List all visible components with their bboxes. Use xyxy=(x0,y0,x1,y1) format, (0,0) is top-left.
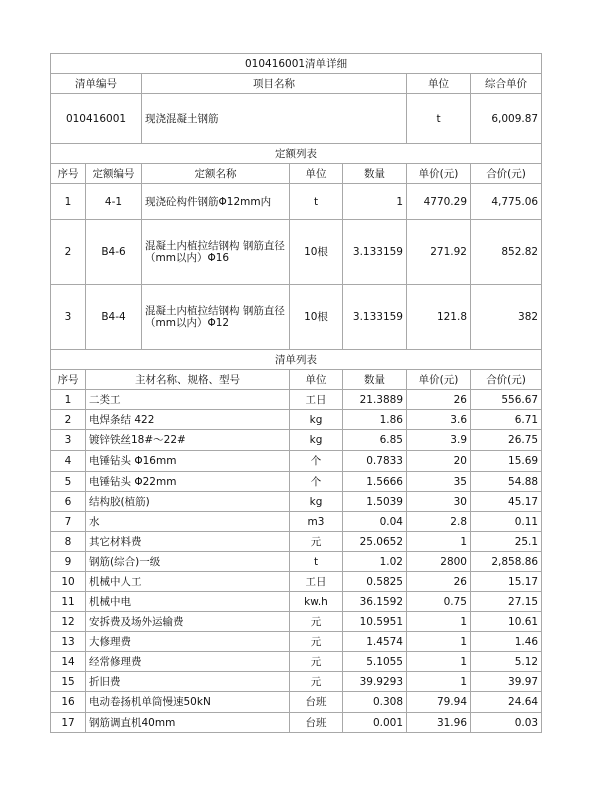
material-qty: 1.02 xyxy=(343,552,407,572)
material-unit: 个 xyxy=(290,472,343,492)
item-code: 010416001 xyxy=(51,94,142,144)
material-unit-price: 1 xyxy=(407,672,471,692)
material-name: 二类工 xyxy=(86,390,290,410)
material-row xyxy=(51,652,542,672)
material-seq: 11 xyxy=(51,592,86,612)
material-unit: t xyxy=(290,552,343,572)
material-qty: 1.86 xyxy=(343,410,407,430)
material-name: 钢筋调直机40mm xyxy=(86,713,290,733)
material-unit: kg xyxy=(290,430,343,451)
material-seq: 12 xyxy=(51,612,86,632)
quota-total: 382 xyxy=(471,285,542,350)
material-row xyxy=(51,672,542,692)
quota-seq: 3 xyxy=(51,285,86,350)
material-total: 39.97 xyxy=(471,672,542,692)
material-row xyxy=(51,451,542,472)
material-total: 26.75 xyxy=(471,430,542,451)
material-seq: 9 xyxy=(51,552,86,572)
material-unit-price: 1 xyxy=(407,612,471,632)
material-unit-price: 31.96 xyxy=(407,713,471,733)
material-unit: 工日 xyxy=(290,572,343,592)
material-qty: 25.0652 xyxy=(343,532,407,552)
materials-header-seq: 序号 xyxy=(51,370,86,390)
quota-header-row xyxy=(51,164,542,184)
material-qty: 10.5951 xyxy=(343,612,407,632)
quota-unit: t xyxy=(290,184,343,220)
table-title: 010416001清单详细 xyxy=(51,54,542,74)
material-qty: 39.9293 xyxy=(343,672,407,692)
quota-unit: 10根 xyxy=(290,285,343,350)
material-unit: kg xyxy=(290,410,343,430)
material-row xyxy=(51,472,542,492)
material-row xyxy=(51,592,542,612)
material-unit: 元 xyxy=(290,532,343,552)
header-unit: 单位 xyxy=(407,74,471,94)
material-unit-price: 20 xyxy=(407,451,471,472)
quota-row xyxy=(51,285,542,350)
material-unit: 工日 xyxy=(290,390,343,410)
quota-header-seq: 序号 xyxy=(51,164,86,184)
material-unit: 元 xyxy=(290,672,343,692)
material-total: 15.17 xyxy=(471,572,542,592)
material-unit: 元 xyxy=(290,612,343,632)
quota-seq: 2 xyxy=(51,220,86,285)
item-unit: t xyxy=(407,94,471,144)
material-name: 机械中电 xyxy=(86,592,290,612)
material-seq: 4 xyxy=(51,451,86,472)
quota-header-total: 合价(元) xyxy=(471,164,542,184)
material-row xyxy=(51,632,542,652)
material-total: 6.71 xyxy=(471,410,542,430)
quota-row xyxy=(51,220,542,285)
material-qty: 21.3889 xyxy=(343,390,407,410)
quota-code: B4-6 xyxy=(86,220,142,285)
material-name: 其它材料费 xyxy=(86,532,290,552)
material-row xyxy=(51,692,542,713)
material-qty: 1.5666 xyxy=(343,472,407,492)
material-total: 2,858.86 xyxy=(471,552,542,572)
material-seq: 8 xyxy=(51,532,86,552)
material-unit-price: 1 xyxy=(407,632,471,652)
quota-name: 混凝土内植拉结钢构 钢筋直径（mm以内）Φ12 xyxy=(142,285,290,350)
material-seq: 1 xyxy=(51,390,86,410)
item-name: 现浇混凝土钢筋 xyxy=(142,94,407,144)
material-name: 水 xyxy=(86,512,290,532)
material-unit: kg xyxy=(290,492,343,512)
item-price: 6,009.87 xyxy=(471,94,542,144)
material-total: 0.03 xyxy=(471,713,542,733)
quota-unit-price: 121.8 xyxy=(407,285,471,350)
material-row xyxy=(51,612,542,632)
material-unit-price: 3.9 xyxy=(407,430,471,451)
material-row xyxy=(51,572,542,592)
material-row xyxy=(51,410,542,430)
quota-header-qty: 数量 xyxy=(343,164,407,184)
material-row xyxy=(51,492,542,512)
quota-name: 混凝土内植拉结钢构 钢筋直径（mm以内）Φ16 xyxy=(142,220,290,285)
material-seq: 17 xyxy=(51,713,86,733)
materials-header-qty: 数量 xyxy=(343,370,407,390)
material-unit-price: 26 xyxy=(407,390,471,410)
material-seq: 15 xyxy=(51,672,86,692)
quota-header-unit: 单位 xyxy=(290,164,343,184)
material-name: 机械中人工 xyxy=(86,572,290,592)
quota-row xyxy=(51,184,542,220)
quota-total: 852.82 xyxy=(471,220,542,285)
material-name: 安拆费及场外运输费 xyxy=(86,612,290,632)
material-name: 经常修理费 xyxy=(86,652,290,672)
header-price: 综合单价 xyxy=(471,74,542,94)
materials-section-title: 清单列表 xyxy=(51,350,542,370)
material-total: 15.69 xyxy=(471,451,542,472)
material-qty: 36.1592 xyxy=(343,592,407,612)
quota-qty: 3.133159 xyxy=(343,220,407,285)
materials-header-total: 合价(元) xyxy=(471,370,542,390)
material-total: 5.12 xyxy=(471,652,542,672)
material-name: 电锤钻头 Φ22mm xyxy=(86,472,290,492)
material-unit: 元 xyxy=(290,652,343,672)
material-unit-price: 79.94 xyxy=(407,692,471,713)
quota-header-code: 定额编号 xyxy=(86,164,142,184)
material-row xyxy=(51,532,542,552)
material-total: 0.11 xyxy=(471,512,542,532)
quota-seq: 1 xyxy=(51,184,86,220)
material-qty: 0.308 xyxy=(343,692,407,713)
material-seq: 16 xyxy=(51,692,86,713)
material-qty: 1.4574 xyxy=(343,632,407,652)
material-unit: 台班 xyxy=(290,692,343,713)
material-total: 1.46 xyxy=(471,632,542,652)
quota-total: 4,775.06 xyxy=(471,184,542,220)
material-total: 25.1 xyxy=(471,532,542,552)
material-unit: 台班 xyxy=(290,713,343,733)
material-unit-price: 1 xyxy=(407,652,471,672)
materials-header-unit-price: 单价(元) xyxy=(407,370,471,390)
material-name: 折旧费 xyxy=(86,672,290,692)
material-name: 电锤钻头 Φ16mm xyxy=(86,451,290,472)
quota-section-title: 定额列表 xyxy=(51,144,542,164)
material-unit: kw.h xyxy=(290,592,343,612)
quota-name: 现浇砼构件钢筋Φ12mm内 xyxy=(142,184,290,220)
quota-qty: 3.133159 xyxy=(343,285,407,350)
material-row xyxy=(51,430,542,451)
material-total: 27.15 xyxy=(471,592,542,612)
material-qty: 0.04 xyxy=(343,512,407,532)
material-unit-price: 0.75 xyxy=(407,592,471,612)
materials-header-row xyxy=(51,370,542,390)
material-seq: 6 xyxy=(51,492,86,512)
material-unit: m3 xyxy=(290,512,343,532)
material-unit-price: 26 xyxy=(407,572,471,592)
material-name: 镀锌铁丝18#～22# xyxy=(86,430,290,451)
material-seq: 3 xyxy=(51,430,86,451)
material-name: 结构胶(植筋) xyxy=(86,492,290,512)
material-qty: 0.5825 xyxy=(343,572,407,592)
header-code: 清单编号 xyxy=(51,74,142,94)
header-name: 项目名称 xyxy=(142,74,407,94)
material-unit-price: 3.6 xyxy=(407,410,471,430)
material-unit: 元 xyxy=(290,632,343,652)
material-row xyxy=(51,552,542,572)
material-unit-price: 2.8 xyxy=(407,512,471,532)
quota-code: 4-1 xyxy=(86,184,142,220)
material-seq: 2 xyxy=(51,410,86,430)
quota-code: B4-4 xyxy=(86,285,142,350)
materials-header-name: 主材名称、规格、型号 xyxy=(86,370,290,390)
material-qty: 5.1055 xyxy=(343,652,407,672)
material-unit-price: 2800 xyxy=(407,552,471,572)
detail-table xyxy=(50,53,542,733)
quota-header-unit-price: 单价(元) xyxy=(407,164,471,184)
quota-qty: 1 xyxy=(343,184,407,220)
material-total: 54.88 xyxy=(471,472,542,492)
material-unit-price: 30 xyxy=(407,492,471,512)
quota-unit-price: 4770.29 xyxy=(407,184,471,220)
quota-unit: 10根 xyxy=(290,220,343,285)
material-qty: 1.5039 xyxy=(343,492,407,512)
quota-unit-price: 271.92 xyxy=(407,220,471,285)
material-unit-price: 1 xyxy=(407,532,471,552)
material-seq: 14 xyxy=(51,652,86,672)
material-unit: 个 xyxy=(290,451,343,472)
material-name: 大修理费 xyxy=(86,632,290,652)
material-qty: 6.85 xyxy=(343,430,407,451)
material-seq: 10 xyxy=(51,572,86,592)
material-name: 电焊条结 422 xyxy=(86,410,290,430)
material-seq: 13 xyxy=(51,632,86,652)
material-total: 24.64 xyxy=(471,692,542,713)
material-qty: 0.001 xyxy=(343,713,407,733)
material-row xyxy=(51,713,542,733)
material-seq: 7 xyxy=(51,512,86,532)
material-total: 45.17 xyxy=(471,492,542,512)
material-qty: 0.7833 xyxy=(343,451,407,472)
material-total: 10.61 xyxy=(471,612,542,632)
material-row xyxy=(51,390,542,410)
material-row xyxy=(51,512,542,532)
quota-header-name: 定额名称 xyxy=(142,164,290,184)
material-name: 钢筋(综合)一级 xyxy=(86,552,290,572)
materials-header-unit: 单位 xyxy=(290,370,343,390)
material-seq: 5 xyxy=(51,472,86,492)
material-unit-price: 35 xyxy=(407,472,471,492)
material-total: 556.67 xyxy=(471,390,542,410)
material-name: 电动卷扬机单筒慢速50kN xyxy=(86,692,290,713)
